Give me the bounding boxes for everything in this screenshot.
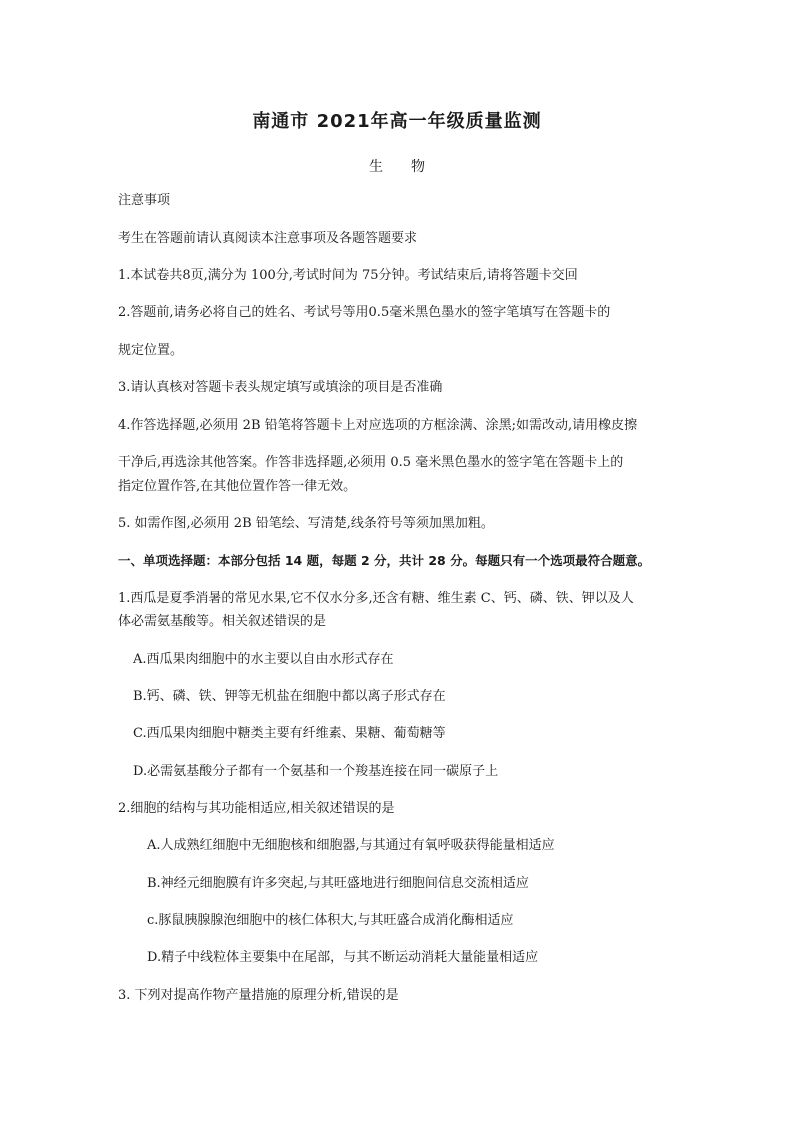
q1-option-d: D.必需氨基酸分子都有一个氨基和一个羧基连接在同一碳原子上 — [133, 764, 499, 779]
notice-item-5: 5. 如需作图,必须用 2B 铅笔绘、写清楚,线条符号等须加黑加粗。 — [118, 516, 494, 531]
notice-item-4: 4.作答选择题,必须用 2B 铅笔将答题卡上对应选项的方框涂满、涂黑;如需改动,请用橡皮擦 — [118, 418, 638, 433]
subject-name: 生物 — [369, 159, 453, 175]
notice-item-3: 3.请认真核对答题卡表头规定填写或填涂的项目是否准确 — [118, 380, 443, 395]
notice-item-1: 1.本试卷共8页,满分为 100分,考试时间为 75分钟。考试结束后,请将答题卡交回 — [118, 268, 578, 283]
q1-option-a: A.西瓜果肉细胞中的水主要以自由水形式存在 — [133, 652, 394, 667]
q1-stem-cont: 体必需氨基酸等。相关叙述错误的是 — [118, 614, 327, 629]
q1-option-b: B.钙、磷、铁、钾等无机盐在细胞中都以离子形式存在 — [133, 689, 446, 704]
exam-title: 南通市 2021年高一年级质量监测 — [252, 111, 542, 132]
q2-option-c: c.豚鼠胰腺腺泡细胞中的核仁体积大,与其旺盛合成消化酶相适应 — [147, 913, 514, 928]
notice-item-2: 2.答题前,请务必将自己的姓名、考试号等用0.5毫米黑色墨水的签字笔填写在答题卡的 — [118, 305, 611, 320]
q2-stem: 2.细胞的结构与其功能相适应,相关叙述错误的是 — [118, 801, 395, 816]
q1-option-c: C.西瓜果肉细胞中糖类主要有纤维素、果糖、葡萄糖等 — [133, 726, 446, 741]
notice-intro: 考生在答题前请认真阅读本注意事项及各题答题要求 — [118, 231, 418, 246]
notice-item-4-cont-1: 干净后,再选涂其他答案。作答非选择题,必须用 0.5 毫米黑色墨水的签字笔在答题卡上的 — [118, 455, 624, 470]
notice-item-2-cont: 规定位置。 — [118, 343, 184, 358]
q1-stem: 1.西瓜是夏季消暑的常见水果,它不仅水分多,还含有糖、维生素 C、钙、磷、铁、钾以及人 — [118, 591, 634, 606]
notice-heading: 注意事项 — [118, 193, 171, 208]
q2-option-b: B.神经元细胞膜有许多突起,与其旺盛地进行细胞间信息交流相适应 — [147, 876, 529, 891]
notice-item-4-cont-2: 指定位置作答,在其他位置作答一律无效。 — [118, 479, 357, 494]
q2-option-a: A.人成熟红细胞中无细胞核和细胞器,与其通过有氧呼吸获得能量相适应 — [147, 838, 555, 853]
q2-option-d: D.精子中线粒体主要集中在尾部，与其不断运动消耗大量能量相适应 — [147, 950, 539, 965]
q3-stem: 3. 下列对提高作物产量措施的原理分析,错误的是 — [118, 988, 399, 1003]
section-1-heading: 一、单项选择题：本部分包括 14 题，每题 2 分，共计 28 分。每题只有一个选项最符合题意。 — [118, 553, 651, 568]
